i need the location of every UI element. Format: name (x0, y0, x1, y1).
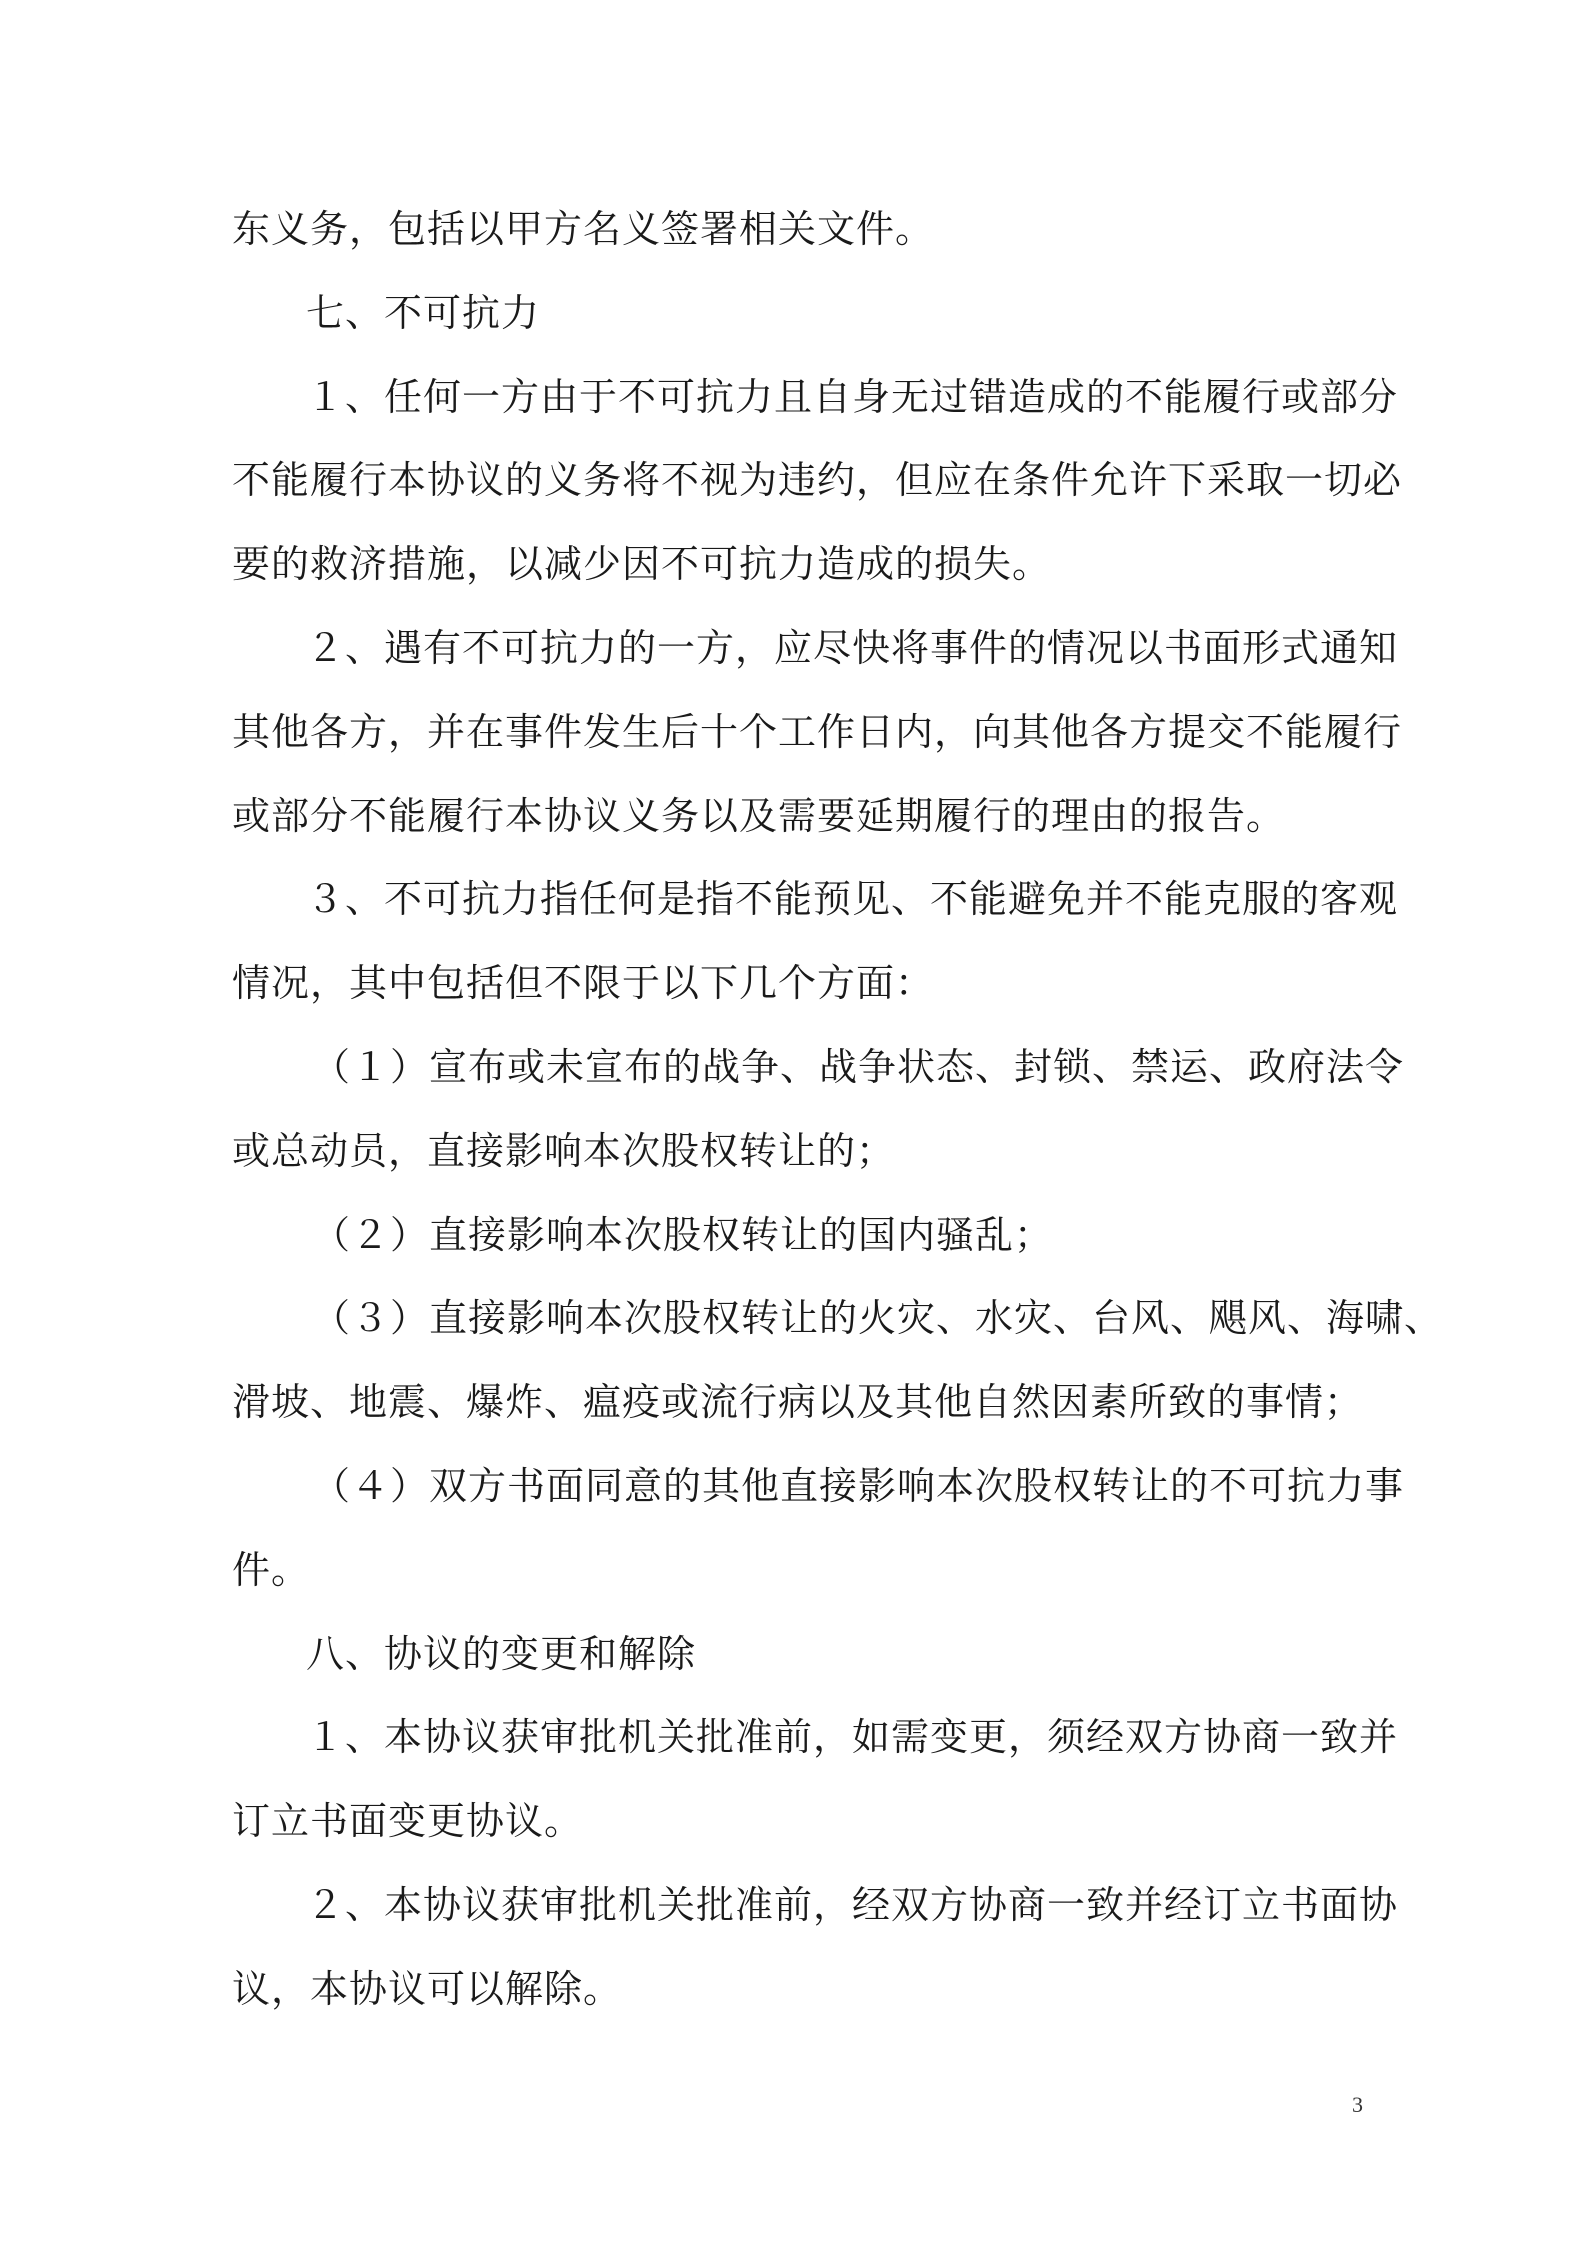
text-line: ２、遇有不可抗力的一方，应尽快将事件的情况以书面形式通知 (306, 625, 1399, 670)
section-heading: 八、协议的变更和解除 (306, 1631, 697, 1676)
text-line: １、任何一方由于不可抗力且自身无过错造成的不能履行或部分 (306, 374, 1399, 419)
text-line: （２）直接影响本次股权转让的国内骚乱； (312, 1212, 1054, 1257)
text-line: １、本协议获审批机关批准前，如需变更，须经双方协商一致并 (306, 1715, 1399, 1760)
text-line: （４）双方书面同意的其他直接影响本次股权转让的不可抗力事 (312, 1463, 1405, 1508)
text-line: ２、本协议获审批机关批准前，经双方协商一致并经订立书面协 (306, 1882, 1399, 1927)
text-line: （３）直接影响本次股权转让的火灾、水灾、台风、飓风、海啸、 (312, 1296, 1444, 1341)
text-line: 要的救济措施，以减少因不可抗力造成的损失。 (232, 542, 1052, 587)
text-line: 其他各方，并在事件发生后十个工作日内，向其他各方提交不能履行 (232, 709, 1403, 754)
text-line: 订立书面变更协议。 (232, 1799, 584, 1844)
text-line: ３、不可抗力指任何是指不能预见、不能避免并不能克服的客观 (306, 877, 1399, 922)
document-body (232, 188, 1444, 2032)
text-line: 东义务，包括以甲方名义签署相关文件。 (232, 207, 935, 251)
text-line: 议，本协议可以解除。 (232, 1966, 623, 2011)
text-line: 或总动员，直接影响本次股权转让的； (232, 1128, 896, 1173)
text-line: 滑坡、地震、爆炸、瘟疫或流行病以及其他自然因素所致的事情； (232, 1380, 1364, 1425)
text-line: （１）宣布或未宣布的战争、战争状态、封锁、禁运、政府法令 (312, 1044, 1405, 1089)
text-line: 件。 (232, 1547, 311, 1592)
page-number: 3 (1352, 2092, 1363, 2117)
text-line: 情况，其中包括但不限于以下几个方面： (232, 961, 935, 1006)
section-heading: 七、不可抗力 (306, 290, 541, 335)
text-line: 不能履行本协议的义务将不视为违约，但应在条件允许下采取一切必 (232, 458, 1403, 503)
text-line: 或部分不能履行本协议义务以及需要延期履行的理由的报告。 (232, 793, 1286, 838)
